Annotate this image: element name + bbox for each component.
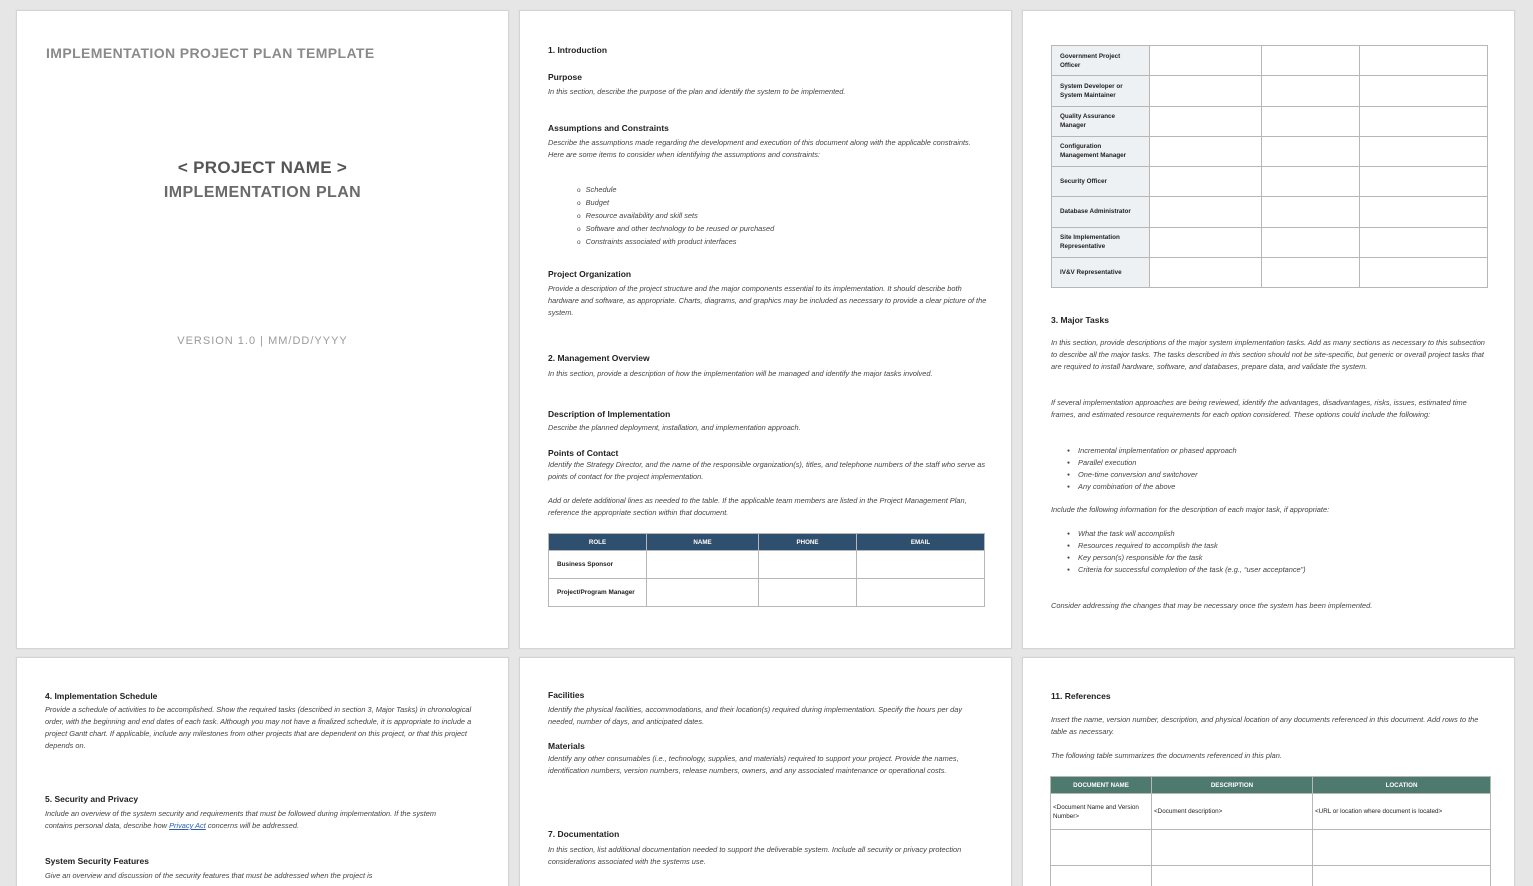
paragraph: In this section, describe the purpose of the plan and identify the system to be implemented. — [548, 87, 846, 96]
table-row — [1052, 167, 1488, 197]
cover-plan-name: IMPLEMENTATION PLAN — [163, 184, 362, 201]
approach-list — [1080, 445, 1237, 493]
table-row — [549, 579, 985, 607]
role-cell: Business Sponsor — [549, 551, 647, 579]
paragraph: If several implementation approaches are being reviewed, identify the advantages, disadvantages, risks, issues, estimated time frames, and estimated resource requirements for each option considered. These options could include the following: — [1051, 398, 1467, 419]
paragraph: Provide a schedule of activities to be accomplished. Show the required tasks (described in section 3, Major Tasks) in chronological order, with the beginning and end dates of each task. Although you may not have a finalized schedule, it is appropriate to include a project Gantt chart. If applicable, include any milestones from other projects that are dependent on this project, or that this project depends on. — [45, 705, 472, 750]
section-heading: 5. Security and Privacy — [45, 794, 139, 804]
table-cell[interactable] — [1360, 197, 1488, 227]
paragraph — [45, 808, 455, 832]
page-introduction — [519, 10, 1012, 649]
table-row — [1052, 227, 1488, 257]
list-item: o Budget — [586, 197, 774, 210]
table-row — [1051, 866, 1491, 886]
paragraph: Provide a description of the project structure and the major components essential to its implementation. It should describe both hardware and software, as appropriate. Charts, diagrams, and graphics may be included as necessary to provide a clear picture of the system. — [548, 284, 987, 317]
page-schedule — [16, 657, 509, 886]
page-references — [1022, 657, 1515, 886]
table-cell[interactable] — [1152, 830, 1313, 866]
table-header: EMAIL — [857, 534, 985, 551]
paragraph: Identify the physical facilities, accommodations, and their location(s) required during implementation. Specify the hours per day needed, number of days, and anticipated dates. — [548, 705, 963, 726]
table-cell[interactable] — [759, 579, 857, 607]
table-cell[interactable] — [647, 579, 759, 607]
subsection-heading: Facilities — [548, 690, 585, 700]
table-cell[interactable] — [1051, 830, 1152, 866]
table-cell[interactable] — [1262, 227, 1360, 257]
paragraph: Add or delete additional lines as needed to the table. If the applicable team members are listed in the Project Management Plan, reference the appropriate section within that document. — [548, 496, 967, 517]
list-item: ● Key person(s) responsible for the task — [1080, 552, 1306, 564]
page-major-tasks — [1022, 10, 1515, 649]
role-cell: Security Officer — [1052, 167, 1150, 197]
paragraph: Identify any other consumables (i.e., technology, supplies, and materials) required to support your project. Provide the names, identification numbers, version numbers, release numbers, owners, and any associated maintenance or operational costs. — [548, 754, 959, 775]
paragraph: Include the following information for the description of each major task, if appropriate: — [1051, 505, 1330, 514]
table-cell[interactable] — [857, 551, 985, 579]
table-cell[interactable] — [1360, 76, 1488, 106]
role-cell: IV&V Representative — [1052, 257, 1150, 287]
section-heading: 11. References — [1051, 691, 1111, 701]
assumption-list — [586, 184, 774, 249]
table-cell[interactable] — [1150, 227, 1262, 257]
role-cell: Quality Assurance Manager — [1052, 106, 1150, 136]
table-cell[interactable] — [1150, 197, 1262, 227]
table-cell[interactable] — [1360, 227, 1488, 257]
role-cell: Site Implementation Representative — [1052, 227, 1150, 257]
list-item: o Constraints associated with product interfaces — [586, 236, 774, 249]
paragraph: Describe the assumptions made regarding the development and execution of this document along with the applicable constraints. Here are some items to consider when identifying the assumptions and constraints: — [548, 138, 971, 159]
role-cell: System Developer or System Maintainer — [1052, 76, 1150, 106]
table-row — [1052, 136, 1488, 166]
privacy-act-link[interactable]: Privacy Act — [169, 821, 206, 830]
cover-project-name: < PROJECT NAME > — [177, 158, 348, 177]
task-info-list — [1080, 528, 1306, 576]
table-row — [1052, 76, 1488, 106]
table-cell[interactable] — [1262, 106, 1360, 136]
table-cell[interactable] — [1360, 167, 1488, 197]
section-heading: 7. Documentation — [548, 829, 620, 839]
list-item: o Resource availability and skill sets — [586, 210, 774, 223]
table-cell[interactable] — [1150, 46, 1262, 76]
table-cell[interactable] — [1150, 76, 1262, 106]
section-heading: 1. Introduction — [548, 45, 608, 55]
section-heading: 4. Implementation Schedule — [45, 691, 158, 701]
paragraph: In this section, list additional documentation needed to support the deliverable system. Include all security or privacy protection considerations associated with the systems use. — [548, 845, 962, 866]
table-cell[interactable] — [1262, 257, 1360, 287]
table-cell[interactable] — [1152, 866, 1313, 886]
list-item: ● Criteria for successful completion of the task (e.g., “user acceptance”) — [1080, 564, 1306, 576]
table-row — [1051, 830, 1491, 866]
page-facilities — [519, 657, 1012, 886]
table-header: PHONE — [759, 534, 857, 551]
table-row — [1051, 794, 1491, 830]
subsection-heading: Description of Implementation — [548, 409, 671, 419]
cover-title: IMPLEMENTATION PROJECT PLAN TEMPLATE — [46, 45, 375, 61]
table-cell[interactable] — [1360, 106, 1488, 136]
role-cell: Configuration Management Manager — [1052, 136, 1150, 166]
table-cell[interactable] — [647, 551, 759, 579]
list-item: ● Resources required to accomplish the task — [1080, 540, 1306, 552]
paragraph: Consider addressing the changes that may be necessary once the system has been implemented. — [1051, 601, 1373, 610]
table-cell[interactable] — [1262, 167, 1360, 197]
table-row — [1052, 46, 1488, 76]
list-item: ● Parallel execution — [1080, 457, 1237, 469]
table-header: ROLE — [549, 534, 647, 551]
points-of-contact-table — [548, 533, 985, 607]
subsection-heading: Project Organization — [548, 269, 632, 279]
table-row — [1052, 257, 1488, 287]
table-cell[interactable] — [1150, 167, 1262, 197]
subsection-heading: Assumptions and Constraints — [548, 123, 669, 133]
table-header: DESCRIPTION — [1152, 777, 1313, 794]
section-heading: 2. Management Overview — [548, 353, 650, 363]
table-cell[interactable] — [1313, 830, 1491, 866]
paragraph: Insert the name, version number, description, and physical location of any documents referenced in this document. Add rows to the table as necessary. — [1051, 715, 1479, 736]
table-header: LOCATION — [1313, 777, 1491, 794]
list-item: o Schedule — [586, 184, 774, 197]
table-cell[interactable] — [1262, 136, 1360, 166]
paragraph: Give an overview and discussion of the security features that must be addressed when the project is — [45, 871, 373, 880]
table-cell[interactable] — [1150, 136, 1262, 166]
table-cell[interactable] — [1262, 46, 1360, 76]
subsection-heading: Purpose — [548, 72, 583, 82]
table-header: NAME — [647, 534, 759, 551]
list-item: ● What the task will accomplish — [1080, 528, 1306, 540]
table-cell[interactable] — [857, 579, 985, 607]
subsection-heading: Points of Contact — [548, 448, 619, 458]
subsection-heading: Materials — [548, 741, 585, 751]
paragraph: In this section, provide a description of how the implementation will be managed and identify the major tasks involved. — [548, 369, 933, 378]
table-row — [549, 551, 985, 579]
references-table — [1050, 776, 1491, 886]
table-cell[interactable]: <URL or location where document is located> — [1313, 794, 1491, 830]
table-cell[interactable]: <Document description> — [1152, 794, 1313, 830]
text-run: Include an overview of the system security and requirements that must be followed during implementation. If the system contains personal data, describe how — [45, 809, 437, 830]
table-cell[interactable] — [1150, 257, 1262, 287]
table-cell[interactable] — [759, 551, 857, 579]
table-cell[interactable] — [1262, 76, 1360, 106]
table-cell[interactable] — [1150, 106, 1262, 136]
table-cell[interactable] — [1051, 866, 1152, 886]
table-cell[interactable] — [1262, 197, 1360, 227]
table-header: DOCUMENT NAME — [1051, 777, 1152, 794]
table-row — [1052, 106, 1488, 136]
table-row — [1052, 197, 1488, 227]
list-item: ● Any combination of the above — [1080, 481, 1237, 493]
role-cell: Project/Program Manager — [549, 579, 647, 607]
paragraph: Describe the planned deployment, installation, and implementation approach. — [548, 423, 801, 432]
paragraph: Identify the Strategy Director, and the name of the responsible organization(s), titles, and telephone numbers of the staff who serve as points of contact for the project implementation. — [548, 460, 986, 481]
table-cell[interactable] — [1360, 257, 1488, 287]
text-run: concerns will be addressed. — [205, 821, 300, 830]
section-heading: 3. Major Tasks — [1051, 315, 1109, 325]
role-cell: Government Project Officer — [1052, 46, 1150, 76]
subsection-heading: System Security Features — [45, 856, 149, 866]
cover-page — [16, 10, 509, 649]
cover-version: VERSION 1.0 | MM/DD/YYYY — [177, 335, 348, 347]
paragraph: The following table summarizes the documents referenced in this plan. — [1051, 751, 1282, 760]
list-item: ● Incremental implementation or phased approach — [1080, 445, 1237, 457]
list-item: o Software and other technology to be reused or purchased — [586, 223, 774, 236]
table-cell[interactable] — [1360, 46, 1488, 76]
list-item: ● One-time conversion and switchover — [1080, 469, 1237, 481]
role-cell: Database Administrator — [1052, 197, 1150, 227]
table-cell[interactable] — [1313, 866, 1491, 886]
roles-table — [1051, 45, 1488, 288]
table-cell[interactable]: <Document Name and Version Number> — [1051, 794, 1152, 830]
paragraph: In this section, provide descriptions of the major system implementation tasks. Add as many sections as necessary to this subsection to describe all the major tasks. The tasks described in this section should not be site-specific, but generic or overall project tasks that are required to install hardware, software, and databases, prepare data, and validate the system. — [1051, 338, 1485, 371]
table-cell[interactable] — [1360, 136, 1488, 166]
